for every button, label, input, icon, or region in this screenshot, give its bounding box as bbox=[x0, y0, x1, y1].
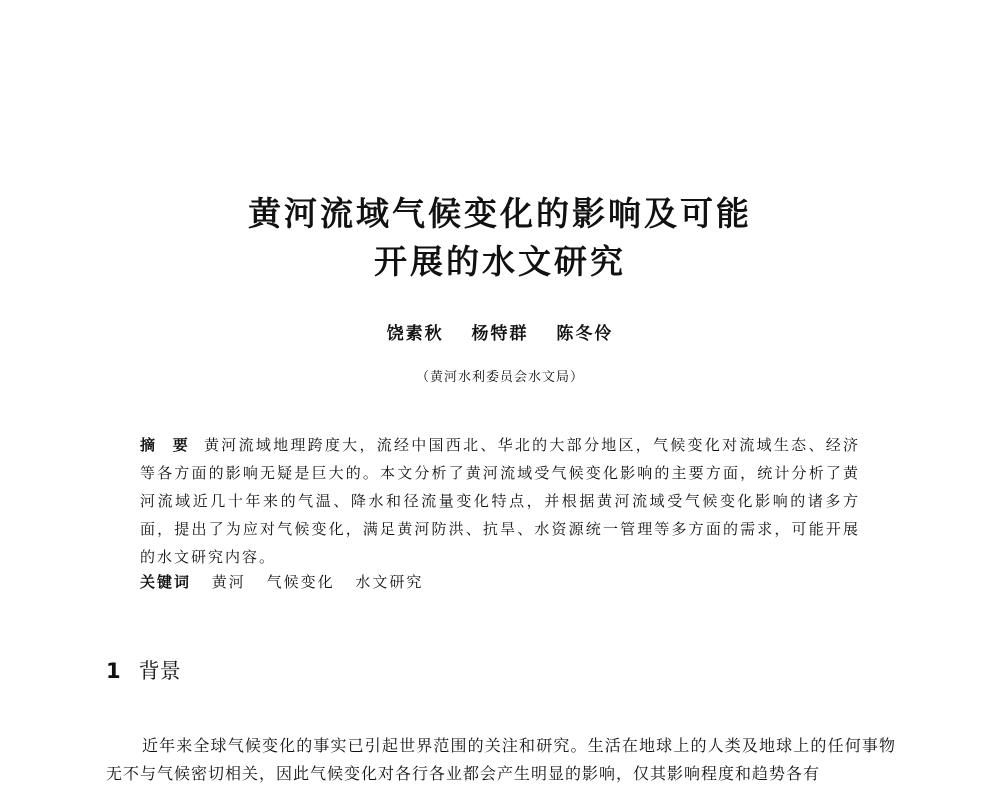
abstract-text: 黄河流域地理跨度大，流经中国西北、华北的大部分地区，气候变化对流域生态、经济等各方面的影响无疑是巨大的。本文分析了黄河流域受气候变化影响的主要方面，统计分析了黄河流域近几十年来的气温、降水和径流量变化特点，并根据黄河流域受气候变化影响的诸多方面，提出了为应对气候变化，满足黄河防洪、抗旱、水资源统一管理等多方面的需求，可能开展的水文研究内容。 bbox=[140, 436, 860, 566]
keyword: 黄河 bbox=[211, 573, 246, 591]
author-list bbox=[0, 319, 1000, 344]
abstract-block bbox=[140, 431, 860, 571]
section-title: 背景 bbox=[138, 659, 181, 683]
body-paragraph: 近年来全球气候变化的事实已引起世界范围的关注和研究。生活在地球上的人类及地球上的任何事物无不与气候密切相关，因此气候变化对各行各业都会产生明显的影响，仅其影响程度和趋势各有 bbox=[106, 736, 896, 783]
keywords-block bbox=[140, 571, 437, 592]
author-name: 杨特群 bbox=[471, 324, 529, 344]
keywords-label: 关键词 bbox=[140, 573, 192, 591]
author-name: 饶素秋 bbox=[386, 324, 444, 344]
keyword: 气候变化 bbox=[266, 573, 335, 591]
section-heading bbox=[106, 655, 181, 685]
author-affiliation: （黄河水利委员会水文局） bbox=[415, 370, 584, 385]
abstract-label: 摘 要 bbox=[140, 436, 195, 454]
paper-title-line-1: 黄河流域气候变化的影响及可能 bbox=[248, 194, 752, 233]
author-name: 陈冬伶 bbox=[556, 324, 614, 344]
section-number: 1 bbox=[106, 659, 121, 683]
paper-title-line-2: 开展的水文研究 bbox=[374, 242, 626, 281]
keyword: 水文研究 bbox=[355, 573, 424, 591]
